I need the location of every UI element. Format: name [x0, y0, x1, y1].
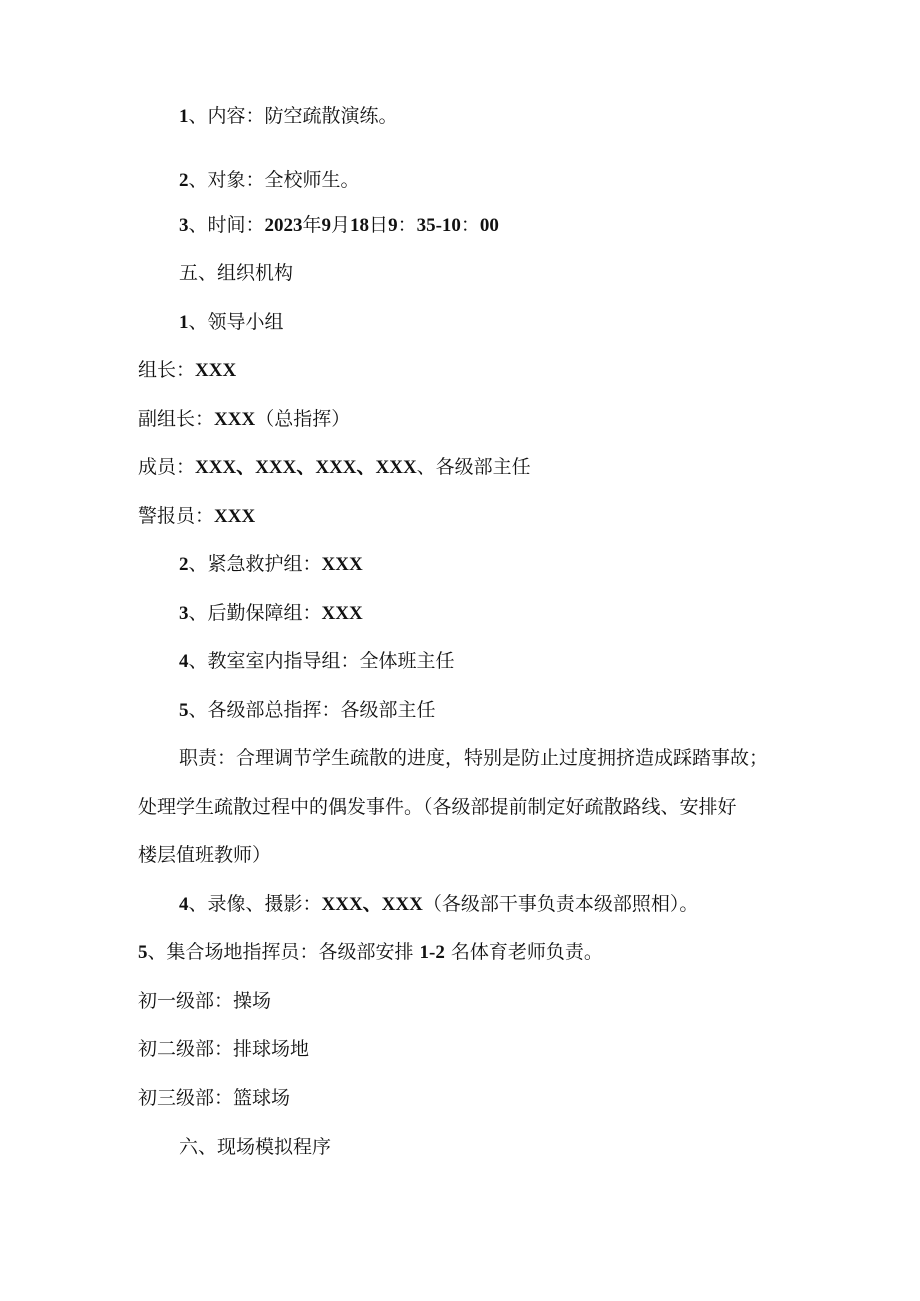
item-logistics: 3、后勤保障组：XXX — [179, 602, 363, 624]
leader-line: 组长：XXX — [138, 359, 237, 381]
item-classroom-guidance: 4、教室室内指导组：全体班主任 — [179, 650, 455, 672]
section-heading-procedure: 六、现场模拟程序 — [179, 1136, 332, 1158]
item-grade-commander: 5、各级部总指挥：各级部主任 — [179, 699, 436, 721]
deputy-leader-line: 副组长：XXX（总指挥） — [138, 408, 351, 430]
members-line: 成员：XXX、XXX、XXX、XXX、各级部主任 — [138, 456, 531, 478]
item-leadership-group: 1、领导小组 — [179, 311, 284, 333]
grade-three-location: 初三级部：篮球场 — [138, 1087, 291, 1109]
item-assembly-commander: 5、集合场地指挥员：各级部安排 1-2 名体育老师负责。 — [138, 941, 603, 963]
alarm-officer-line: 警报员：XXX — [138, 505, 256, 527]
grade-one-location: 初一级部：操场 — [138, 990, 272, 1012]
item-target: 2、对象：全校师生。 — [179, 169, 360, 191]
duties-line-3: 楼层值班教师） — [138, 844, 272, 866]
duties-line-2: 处理学生疏散过程中的偶发事件。（各级部提前制定好疏散路线、安排好 — [138, 796, 737, 818]
item-video-photo: 4、录像、摄影：XXX、XXX（各级部干事负责本级部照相）。 — [179, 893, 699, 915]
item-emergency-rescue: 2、紧急救护组：XXX — [179, 553, 363, 575]
item-content: 1、内容：防空疏散演练。 — [179, 105, 398, 127]
section-heading-organization: 五、组织机构 — [179, 262, 294, 284]
duties-line-1: 职责：合理调节学生疏散的进度，特别是防止过度拥挤造成踩踏事故； — [179, 747, 769, 769]
item-time: 3、时间：2023年9月18日9：35-10：00 — [179, 214, 499, 236]
grade-two-location: 初二级部：排球场地 — [138, 1038, 310, 1060]
